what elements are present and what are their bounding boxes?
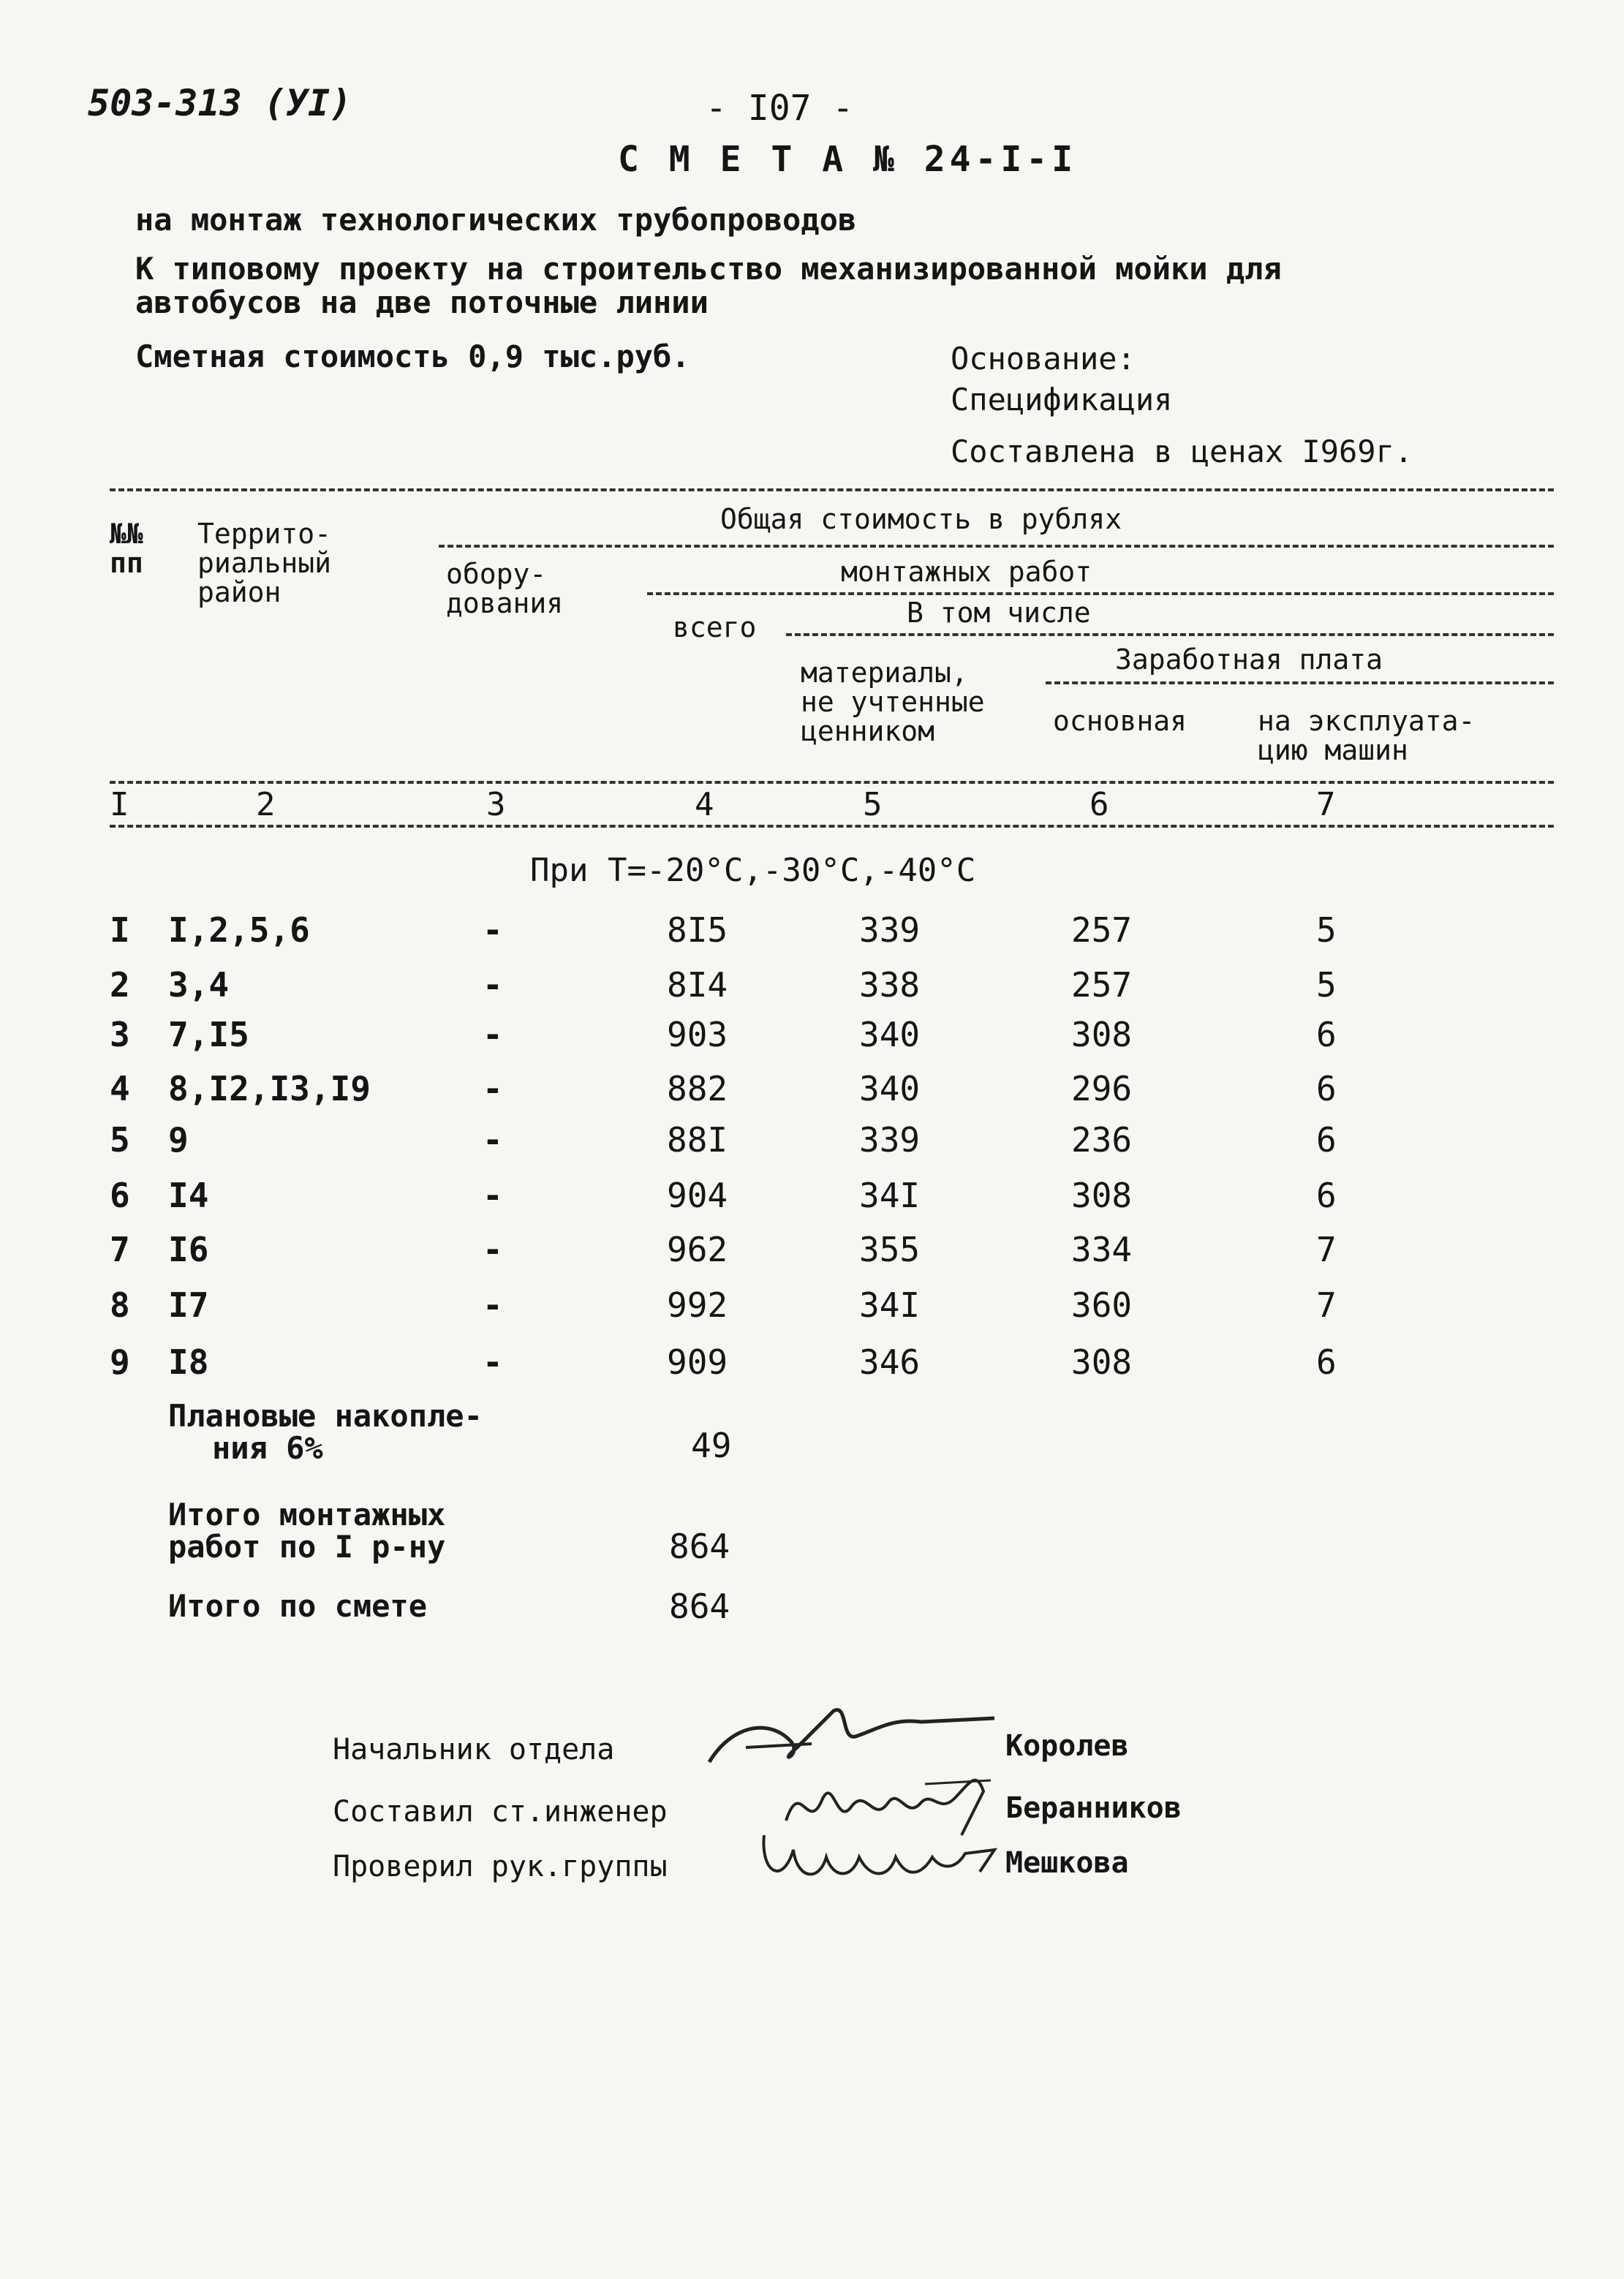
col-equipment-header: обору- дования (446, 558, 564, 619)
total-cost-rule (439, 545, 1554, 548)
col-machines-header: на эксплуата- цию машин (1258, 705, 1476, 766)
col-region-header: Террито- риальный район (197, 518, 332, 608)
col-basic-header: основная (1053, 705, 1187, 737)
document-subtitle: на монтаж технологических трубопроводов (135, 202, 857, 238)
basis-label: Основание: (951, 341, 1136, 377)
signature-name-engineer: Беранников (1005, 1791, 1182, 1825)
table-row: 7 I6 - 962 355 334 7 (110, 1230, 1337, 1269)
page-number: - I07 - (706, 88, 854, 129)
signature-role-engineer: Составил ст.инженер (333, 1795, 668, 1829)
table-row: I I,2,5,6 - 8I5 339 257 5 (110, 910, 1337, 950)
col-number-2: 2 (256, 786, 276, 823)
signature-role-reviewer: Проверил рук.группы (333, 1850, 668, 1883)
column-numbers-rule (110, 825, 1554, 828)
basis-value: Спецификация (951, 382, 1173, 417)
table-row: 5 9 - 88I 339 236 6 (110, 1120, 1337, 1160)
installation-rule (647, 592, 1554, 595)
table-row: 6 I4 - 904 34I 308 6 (110, 1176, 1337, 1215)
table-row: 2 3,4 - 8I4 338 257 5 (110, 965, 1337, 1005)
incl-rule (786, 633, 1554, 636)
col-number-6: 6 (1089, 786, 1109, 823)
planned-savings-value: 49 (691, 1426, 732, 1465)
col-no-header: №№ пп (110, 518, 143, 579)
col-number-1: I (110, 786, 129, 823)
col-materials-header: материалы, не учтенные ценником (801, 657, 985, 747)
signature-role-head: Начальник отдела (333, 1733, 615, 1766)
col-number-5: 5 (863, 786, 883, 823)
prices-note: Составлена в ценах I969г. (951, 434, 1413, 469)
incl-header: В том числе (907, 597, 1091, 629)
estimated-cost: Сметная стоимость 0,9 тыс.руб. (135, 339, 690, 374)
signature-name-reviewer: Мешкова (1005, 1846, 1129, 1880)
estimate-total-label: Итого по смете (168, 1588, 428, 1624)
wages-header: Заработная плата (1115, 643, 1383, 676)
table-top-rule (110, 488, 1554, 491)
project-description (135, 252, 1282, 320)
signature-name-head: Королев (1005, 1729, 1129, 1763)
table-row: 9 I8 - 909 346 308 6 (110, 1342, 1337, 1382)
handwritten-signature-reviewer (753, 1821, 1009, 1894)
estimate-total-value: 864 (669, 1587, 730, 1626)
temperature-condition: При Т=-20°С,-30°С,-40°С (530, 852, 976, 889)
planned-savings-label: Плановые накопле- ния 6% (168, 1398, 483, 1466)
table-row: 4 8,I2,I3,I9 - 882 340 296 6 (110, 1069, 1337, 1108)
wages-rule (1046, 681, 1554, 684)
project-line-2: автобусов на две поточные линии (135, 284, 709, 320)
document-code: 503-313 (УI) (88, 82, 352, 124)
document-title: С М Е Т А № 24-I-I (618, 139, 1078, 180)
project-line-1: К типовому проекту на строительство механизированной мойки для (135, 251, 1282, 287)
col-number-3: 3 (486, 786, 506, 823)
table-row: 8 I7 - 992 34I 360 7 (110, 1285, 1337, 1325)
total-cost-header: Общая стоимость в рублях (720, 503, 1122, 535)
installation-subtotal-value: 864 (669, 1527, 730, 1566)
col-total-header: всего (673, 611, 757, 643)
installation-subtotal-label: Итого монтажных работ по I р-ну (168, 1497, 446, 1565)
header-bottom-rule (110, 781, 1554, 784)
col-number-4: 4 (695, 786, 714, 823)
table-row: 3 7,I5 - 903 340 308 6 (110, 1015, 1337, 1054)
installation-header: монтажных работ (841, 556, 1092, 588)
basis-block (951, 339, 1172, 420)
col-number-7: 7 (1316, 786, 1336, 823)
